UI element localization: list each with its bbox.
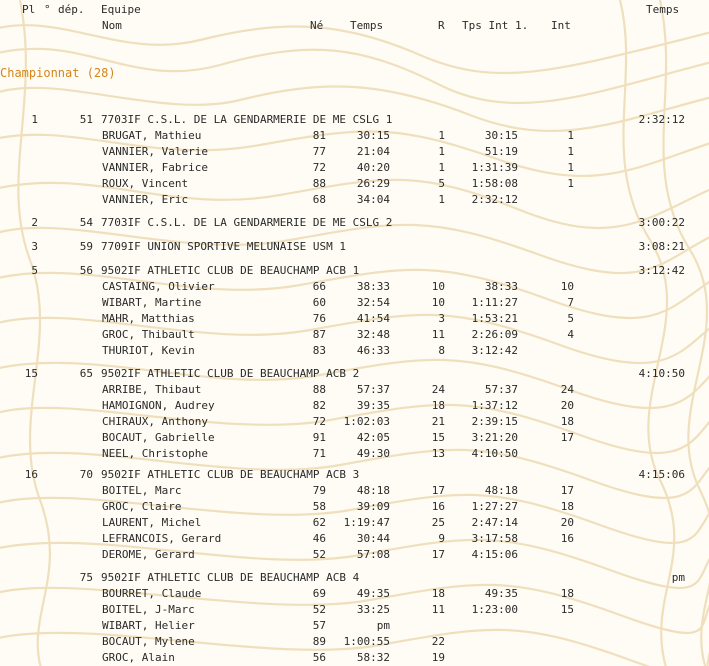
runner-cumulative-time: 1:37:12 [471,399,518,412]
runner-rank: 13 [431,447,445,460]
runner-birth-year: 52 [312,603,326,616]
runner-rank: 15 [431,431,445,444]
runner-birth-year: 83 [312,344,326,357]
team-total-time: 3:08:21 [638,240,685,253]
runner-intermediate-rank: 20 [560,399,574,412]
header-r: R [438,19,445,32]
runner-name: BOCAUT, Gabrielle [102,431,215,444]
runner-time: 39:09 [356,500,390,513]
team-name: 7703IF C.S.L. DE LA GENDARMERIE DE ME CSLG 2 [101,216,393,229]
team-name: 9502IF ATHLETIC CLUB DE BEAUCHAMP ACB 1 [101,264,360,277]
runner-intermediate-rank: 18 [560,415,574,428]
runner-time: pm [376,619,390,632]
runner-name: LEFRANCOIS, Gerard [102,532,222,545]
team-place: 1 [31,113,38,126]
runner-name: WIBART, Martine [102,296,202,309]
runner-birth-year: 89 [312,635,326,648]
team-dep: 65 [79,367,93,380]
runner-cumulative-time: 1:23:00 [471,603,518,616]
runner-intermediate-rank: 15 [560,603,574,616]
runner-birth-year: 69 [312,587,326,600]
runner-rank: 16 [431,500,445,513]
runner-rank: 25 [431,516,445,529]
runner-birth-year: 81 [312,129,326,142]
runner-time: 58:32 [356,651,390,664]
header-nom: Nom [102,19,122,32]
runner-birth-year: 88 [312,383,326,396]
header-int: Int [551,19,571,32]
runner-time: 57:37 [356,383,390,396]
runner-birth-year: 66 [312,280,326,293]
runner-intermediate-rank: 18 [560,500,574,513]
runner-cumulative-time: 3:17:58 [471,532,518,545]
runner-rank: 10 [431,280,445,293]
runner-time: 48:18 [356,484,390,497]
team-dep: 56 [79,264,93,277]
team-name: 7703IF C.S.L. DE LA GENDARMERIE DE ME CSLG 1 [101,113,393,126]
runner-birth-year: 58 [312,500,326,513]
runner-intermediate-rank: 1 [567,177,574,190]
runner-time: 38:33 [356,280,390,293]
runner-birth-year: 76 [312,312,326,325]
runner-time: 34:04 [356,193,390,206]
runner-name: ARRIBE, Thibaut [102,383,202,396]
header-temps: Temps [350,19,384,32]
runner-time: 57:08 [356,548,390,561]
runner-rank: 8 [438,344,445,357]
runner-cumulative-time: 2:26:09 [471,328,518,341]
runner-time: 30:44 [356,532,390,545]
runner-name: MAHR, Matthias [102,312,195,325]
runner-intermediate-rank: 18 [560,587,574,600]
runner-intermediate-rank: 7 [567,296,574,309]
runner-intermediate-rank: 17 [560,484,574,497]
runner-cumulative-time: 49:35 [484,587,518,600]
runner-birth-year: 52 [312,548,326,561]
runner-birth-year: 62 [312,516,326,529]
team-total-time: 3:12:42 [638,264,685,277]
runner-birth-year: 87 [312,328,326,341]
team-name: 9502IF ATHLETIC CLUB DE BEAUCHAMP ACB 4 [101,571,360,584]
runner-rank: 24 [431,383,445,396]
runner-cumulative-time: 2:32:12 [471,193,518,206]
runner-name: VANNIER, Valerie [102,145,208,158]
runner-cumulative-time: 2:47:14 [471,516,518,529]
runner-rank: 21 [431,415,445,428]
runner-name: BOITEL, Marc [102,484,182,497]
runner-cumulative-time: 57:37 [484,383,518,396]
team-dep: 75 [79,571,93,584]
runner-cumulative-time: 1:58:08 [471,177,518,190]
team-total-time: 4:10:50 [638,367,685,380]
runner-name: BRUGAT, Mathieu [102,129,202,142]
team-total-time: 4:15:06 [638,468,685,481]
runner-rank: 5 [438,177,445,190]
runner-intermediate-rank: 10 [560,280,574,293]
header-degree: ° [44,3,51,16]
runner-time: 42:05 [356,431,390,444]
runner-birth-year: 56 [312,651,326,664]
runner-birth-year: 46 [312,532,326,545]
runner-name: NEEL, Christophe [102,447,208,460]
runner-intermediate-rank: 5 [567,312,574,325]
runner-time: 46:33 [356,344,390,357]
header-tps-int: Tps Int 1. [462,19,529,32]
runner-rank: 17 [431,548,445,561]
runner-name: DEROME, Gerard [102,548,195,561]
runner-rank: 1 [438,129,445,142]
header-temps-total: Temps [646,3,680,16]
runner-intermediate-rank: 17 [560,431,574,444]
runner-time: 49:30 [356,447,390,460]
runner-time: 1:00:55 [343,635,390,648]
team-dep: 70 [79,468,93,481]
runner-intermediate-rank: 4 [567,328,574,341]
runner-cumulative-time: 38:33 [484,280,518,293]
runner-birth-year: 82 [312,399,326,412]
runner-birth-year: 79 [312,484,326,497]
runner-birth-year: 57 [312,619,326,632]
runner-cumulative-time: 1:53:21 [471,312,518,325]
runner-rank: 10 [431,296,445,309]
runner-rank: 3 [438,312,445,325]
header-dep: dép. [58,3,85,16]
runner-intermediate-rank: 1 [567,161,574,174]
runner-birth-year: 71 [312,447,326,460]
header-ne: Né [310,19,324,32]
header-equipe: Equipe [101,3,141,16]
team-place: 16 [24,468,38,481]
runner-time: 1:19:47 [343,516,390,529]
runner-cumulative-time: 2:39:15 [471,415,518,428]
runner-name: WIBART, Helier [102,619,195,632]
runner-rank: 1 [438,161,445,174]
runner-name: VANNIER, Fabrice [102,161,208,174]
team-total-time: pm [671,571,685,584]
runner-birth-year: 88 [312,177,326,190]
runner-time: 21:04 [356,145,390,158]
runner-rank: 1 [438,193,445,206]
team-dep: 59 [79,240,93,253]
team-total-time: 2:32:12 [638,113,685,126]
runner-name: BOURRET, Claude [102,587,202,600]
runner-birth-year: 72 [312,161,326,174]
runner-birth-year: 60 [312,296,326,309]
team-dep: 54 [79,216,93,229]
runner-name: BOCAUT, Mylene [102,635,195,648]
runner-intermediate-rank: 16 [560,532,574,545]
runner-cumulative-time: 1:11:27 [471,296,518,309]
runner-name: HAMOIGNON, Audrey [102,399,215,412]
runner-name: ROUX, Vincent [102,177,189,190]
runner-intermediate-rank: 1 [567,129,574,142]
runner-birth-year: 72 [312,415,326,428]
runner-cumulative-time: 3:21:20 [471,431,518,444]
runner-time: 1:02:03 [343,415,390,428]
runner-rank: 1 [438,145,445,158]
section-title: Championnat (28) [0,66,116,80]
runner-time: 26:29 [356,177,390,190]
runner-intermediate-rank: 1 [567,145,574,158]
team-place: 3 [31,240,38,253]
runner-cumulative-time: 4:15:06 [471,548,518,561]
runner-time: 32:48 [356,328,390,341]
runner-name: THURIOT, Kevin [102,344,195,357]
runner-name: LAURENT, Michel [102,516,202,529]
runner-intermediate-rank: 20 [560,516,574,529]
runner-cumulative-time: 48:18 [484,484,518,497]
runner-time: 32:54 [356,296,390,309]
runner-birth-year: 68 [312,193,326,206]
runner-cumulative-time: 30:15 [484,129,518,142]
team-place: 2 [31,216,38,229]
runner-name: VANNIER, Eric [102,193,189,206]
team-name: 9502IF ATHLETIC CLUB DE BEAUCHAMP ACB 3 [101,468,360,481]
runner-cumulative-time: 3:12:42 [471,344,518,357]
runner-time: 39:35 [356,399,390,412]
runner-cumulative-time: 51:19 [484,145,518,158]
runner-rank: 9 [438,532,445,545]
runner-time: 41:54 [356,312,390,325]
runner-name: CASTAING, Olivier [102,280,215,293]
team-dep: 51 [79,113,93,126]
runner-intermediate-rank: 24 [560,383,574,396]
header-pl: Pl [22,3,36,16]
team-name: 9502IF ATHLETIC CLUB DE BEAUCHAMP ACB 2 [101,367,360,380]
runner-name: GROC, Claire [102,500,182,513]
runner-rank: 19 [431,651,445,664]
runner-time: 49:35 [356,587,390,600]
runner-cumulative-time: 4:10:50 [471,447,518,460]
runner-cumulative-time: 1:27:27 [471,500,518,513]
runner-rank: 18 [431,587,445,600]
team-place: 5 [31,264,38,277]
runner-rank: 11 [431,328,445,341]
runner-birth-year: 77 [312,145,326,158]
runner-cumulative-time: 1:31:39 [471,161,518,174]
runner-birth-year: 91 [312,431,326,444]
runner-name: CHIRAUX, Anthony [102,415,208,428]
team-place: 15 [24,367,38,380]
runner-name: GROC, Alain [102,651,175,664]
runner-time: 40:20 [356,161,390,174]
team-name: 7709IF UNION SPORTIVE MELUNAISE USM 1 [101,240,347,253]
runner-rank: 17 [431,484,445,497]
runner-rank: 11 [431,603,445,616]
runner-name: GROC, Thibault [102,328,195,341]
runner-time: 33:25 [356,603,390,616]
runner-name: BOITEL, J-Marc [102,603,195,616]
runner-rank: 22 [431,635,445,648]
team-total-time: 3:00:22 [638,216,685,229]
runner-time: 30:15 [356,129,390,142]
runner-rank: 18 [431,399,445,412]
